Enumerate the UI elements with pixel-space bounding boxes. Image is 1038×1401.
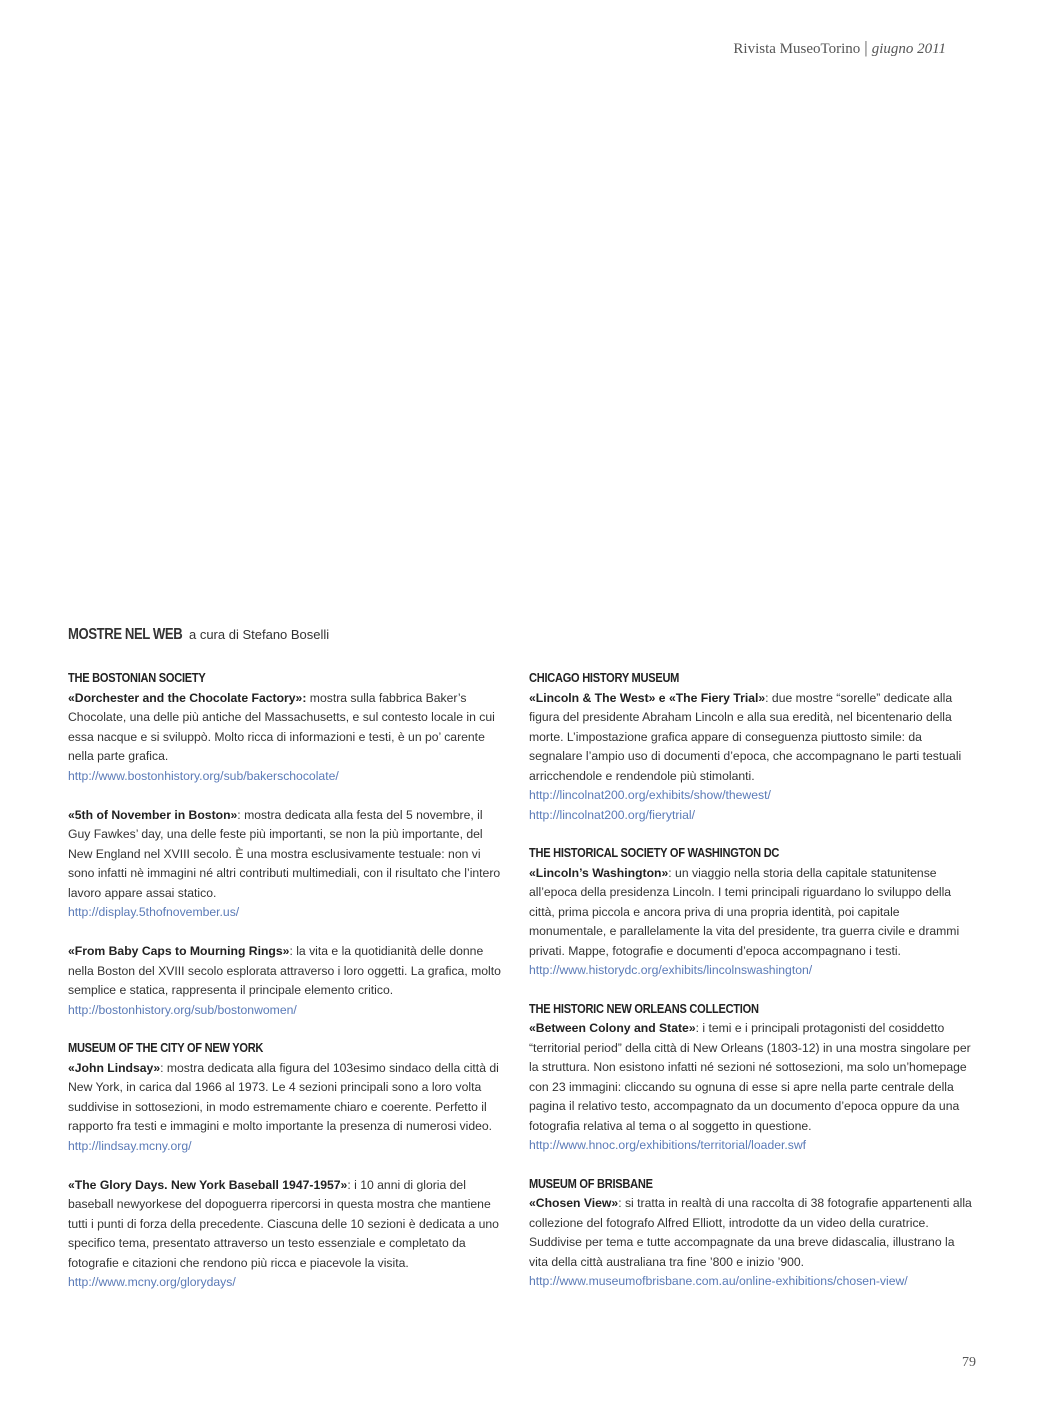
exhibit-lincolns-washington xyxy=(529,864,974,962)
exhibit-link[interactable]: http://www.historydc.org/exhibits/lincolnswashington/ xyxy=(529,963,813,977)
museum-title-brisbane: MUSEUM OF BRISBANE xyxy=(529,1175,653,1191)
exhibit-title: «Dorchester and the Chocolate Factory»: xyxy=(68,690,307,705)
exhibit-link[interactable]: http://www.museumofbrisbane.com.au/online-exhibitions/chosen-view/ xyxy=(529,1274,908,1288)
section-title: MOSTRE NEL WEB xyxy=(68,626,183,643)
exhibit-link[interactable]: http://bostonhistory.org/sub/bostonwomen/ xyxy=(68,1002,297,1017)
museum-title-city-of-new-york: MUSEUM OF THE CITY OF NEW YORK xyxy=(68,1040,264,1055)
exhibit-description: : i temi e i principali protagonisti del cosiddetto “territorial period” della città di New Orleans (1803-12) in una mostra singolare per la struttura. Non esistono infatti né sezioni né sottosezioni, ma solo un’homepage con 23 immagini: cliccando su ognuna di esse si apre nella parte centrale della pagina il relativo testo, accompagnato da un documento d’epoca oppure da una fotografia relativa al tema o al soggetto in questione. xyxy=(529,1021,971,1133)
exhibit-glory-days xyxy=(68,1176,508,1274)
exhibit-description: : i 10 anni di gloria del baseball newyorkese del dopoguerra ripercorsi in questa mostra che mantiene tutti i punti di forza della precedente. Ciascuna delle 10 sezioni è dedicata a uno specifico tema, presentato attraverso un testo essenziale e completato da fotografie e citazioni che rendono più ricca e piacevole la visita. xyxy=(68,1177,499,1270)
museum-title-new-orleans-collection: THE HISTORIC NEW ORLEANS COLLECTION xyxy=(529,1000,759,1016)
exhibit-link[interactable]: http://display.5thofnovember.us/ xyxy=(68,905,240,919)
exhibit-dorchester xyxy=(68,689,508,767)
exhibit-description: : la vita e la quotidianità delle donne nella Boston del XVIII secolo esplorata attraverso i loro oggetti. La grafica, molto semplice e statica, rappresenta il principale elemento critico. xyxy=(68,944,501,997)
exhibit-chosen-view xyxy=(529,1194,974,1272)
museum-title-historical-society-dc: THE HISTORICAL SOCIETY OF WASHINGTON DC xyxy=(529,845,780,860)
section-heading xyxy=(68,626,329,644)
exhibit-link[interactable]: http://www.hnoc.org/exhibitions/territorial/loader.swf xyxy=(529,1138,807,1152)
museum-title-chicago-history: CHICAGO HISTORY MUSEUM xyxy=(529,670,680,685)
exhibit-5th-november xyxy=(68,806,508,904)
issue-date: giugno 2011 xyxy=(871,41,946,57)
exhibit-title: «John Lindsay» xyxy=(68,1060,161,1075)
exhibit-link[interactable]: http://lincolnat200.org/fierytrial/ xyxy=(529,807,695,822)
exhibit-lincoln-west xyxy=(529,689,974,787)
page-number: 79 xyxy=(962,1355,976,1370)
exhibit-colony-state xyxy=(529,1019,974,1136)
left-column xyxy=(68,668,508,1293)
exhibit-description: : si tratta in realtà di una raccolta di 38 fotografie appartenenti alla collezione del fotografo Alfred Elliott, introdotte da un video della curatrice. Suddivise per tema e tutte accompagnate da una breve didascalia, illustrano la vita della città australiana tra fine ’800 e inizio ’900. xyxy=(529,1196,972,1269)
exhibit-title: «The Glory Days. New York Baseball 1947-1957» xyxy=(68,1177,348,1192)
right-column xyxy=(529,668,974,1292)
exhibit-title: «Lincoln & The West» e «The Fiery Trial» xyxy=(529,690,766,705)
exhibit-link[interactable]: http://www.mcny.org/glorydays/ xyxy=(68,1275,236,1289)
exhibit-title: «From Baby Caps to Mourning Rings» xyxy=(68,944,290,958)
header-separator: | xyxy=(864,38,868,57)
exhibit-baby-caps xyxy=(68,942,508,1001)
exhibit-title: «5th of November in Boston» xyxy=(68,807,238,822)
exhibit-link[interactable]: http://lindsay.mcny.org/ xyxy=(68,1138,192,1153)
exhibit-description: : un viaggio nella storia della capitale statunitense all’epoca della presidenza Lincoln. I temi principali riguardano lo sviluppo della città, prima piccola e ancora priva di una propria identità, poi capitale monumentale, e parallelamente la vita del presidente, tra guerra civile e drammi privati. Mappe, fotografie e documenti d’epoca accompagnano i testi. xyxy=(529,865,960,958)
exhibit-title: «Chosen View» xyxy=(529,1196,619,1210)
exhibit-description: : mostra dedicata alla festa del 5 novembre, il Guy Fawkes’ day, una delle feste più importanti, se non la più importante, del New England nel XVIII secolo. È una mostra esclusivamente testuale: non vi sono infatti nè immagini né altri contributi multimediali, con il risultato che l’intero lavoro appare assai statico. xyxy=(68,807,501,900)
exhibit-john-lindsay xyxy=(68,1059,508,1137)
exhibit-link[interactable]: http://www.bostonhistory.org/sub/bakerschocolate/ xyxy=(68,768,339,783)
running-header xyxy=(733,38,946,58)
section-byline: a cura di Stefano Boselli xyxy=(185,627,330,642)
exhibit-description: : mostra dedicata alla figura del 103esimo sindaco della città di New York, in carica dal 1966 al 1973. Le 4 sezioni principali sono a loro volta suddivise in sottosezioni, in modo estremamente chiaro e coerente. Perfetto il rapporto fra testi e immagini e molto importante la presenza di numerosi video. xyxy=(68,1060,499,1133)
museum-title-bostonian-society: THE BOSTONIAN SOCIETY xyxy=(68,670,206,685)
exhibit-title: «Between Colony and State» xyxy=(529,1021,696,1035)
publication-name: Rivista MuseoTorino xyxy=(733,41,861,57)
exhibit-title: «Lincoln’s Washington» xyxy=(529,865,669,880)
exhibit-link[interactable]: http://lincolnat200.org/exhibits/show/thewest/ xyxy=(529,788,771,802)
exhibit-description: mostra sulla fabbrica Baker’s Chocolate, una delle più antiche del Massachusetts, e sul contesto locale in cui essa nacque e si sviluppò. Molto ricca di informazioni e testi, è un po’ carente nella parte grafica. xyxy=(68,690,495,763)
exhibit-description: : due mostre “sorelle” dedicate alla figura del presidente Abraham Lincoln e alla sua eredità, nel bicentenario della morte. L’impostazione grafica appare di conseguenza piuttosto simile: da segnalare l’ampio uso di documenti d’epoca, che accompagnano le parti testuali arricchendole e rendendole più stimolanti. xyxy=(529,690,962,783)
